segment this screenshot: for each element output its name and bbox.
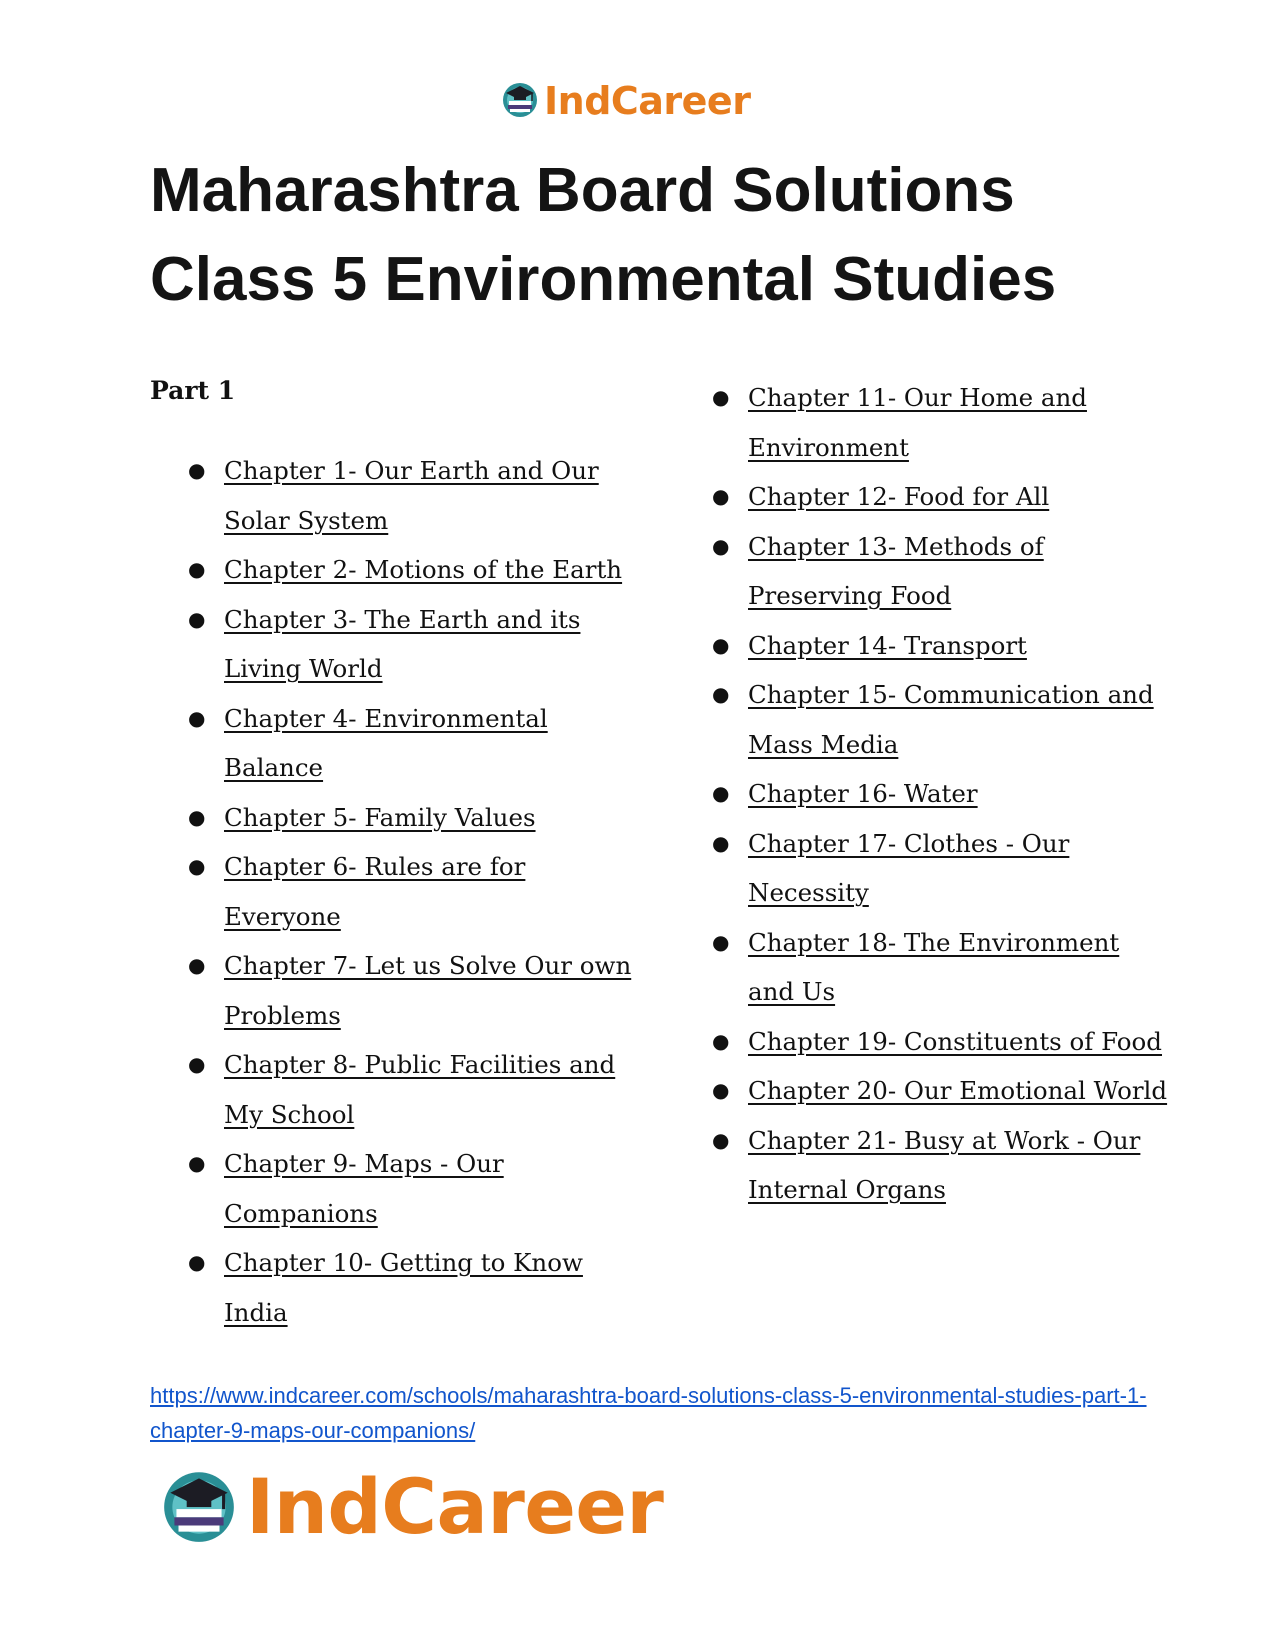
indcareer-logo-bottom: [158, 1462, 663, 1552]
chapter-link[interactable]: Chapter 2- Motions of the Earth: [224, 555, 623, 584]
chapter-link[interactable]: Chapter 21- Busy at Work - Our Internal Organs: [748, 1125, 1141, 1204]
chapter-link[interactable]: Chapter 13- Methods of Preserving Food: [748, 531, 1044, 610]
bullet-icon: ●: [712, 1078, 730, 1102]
bullet-icon: ●: [712, 484, 730, 508]
list-item: [188, 1139, 644, 1238]
bullet-icon: ●: [188, 458, 206, 482]
list-item: [712, 1116, 1168, 1215]
list-item: [188, 941, 644, 1040]
chapter-link[interactable]: Chapter 8- Public Facilities and My School: [224, 1050, 616, 1129]
part-label: Part 1: [150, 376, 236, 405]
bullet-icon: ●: [188, 804, 206, 829]
bullet-icon: ●: [188, 1052, 206, 1076]
indcareer-wordmark: IndCareer: [246, 1462, 664, 1551]
graduation-cap-books-icon: [500, 79, 540, 123]
chapter-link[interactable]: Chapter 18- The Environment and Us: [748, 927, 1120, 1006]
chapter-list-right: [712, 373, 1168, 1215]
bullet-icon: ●: [188, 606, 206, 631]
bullet-icon: ●: [712, 1028, 730, 1053]
chapter-link[interactable]: Chapter 11- Our Home and Environment: [748, 383, 1087, 462]
chapter-link[interactable]: Chapter 5- Family Values: [224, 802, 536, 832]
chapter-link[interactable]: Chapter 12- Food for All: [748, 482, 1050, 511]
list-item: [188, 793, 644, 843]
bullet-icon: ●: [188, 705, 206, 730]
indcareer-logo-top: [500, 78, 750, 124]
list-item: [712, 522, 1168, 621]
graduation-cap-books-icon: [158, 1464, 240, 1550]
bullet-icon: ●: [712, 929, 730, 954]
list-item: [712, 1017, 1168, 1067]
bullet-icon: ●: [712, 1127, 730, 1152]
bullet-icon: ●: [712, 830, 730, 855]
bullet-icon: ●: [188, 953, 206, 977]
chapter-link[interactable]: Chapter 14- Transport: [748, 630, 1027, 660]
list-item: [188, 842, 644, 941]
bullet-icon: ●: [188, 1151, 206, 1175]
list-item: [188, 545, 644, 595]
chapter-link[interactable]: Chapter 7- Let us Solve Our own Problems: [224, 951, 632, 1030]
chapter-link[interactable]: Chapter 15- Communication and Mass Media: [748, 680, 1154, 759]
bullet-icon: ●: [712, 682, 730, 706]
page-title: [150, 146, 1150, 324]
chapter-link[interactable]: Chapter 6- Rules are for Everyone: [224, 852, 526, 931]
bullet-icon: ●: [188, 1250, 206, 1274]
list-item: [188, 446, 644, 545]
bullet-icon: ●: [712, 385, 730, 409]
list-item: [712, 670, 1168, 769]
indcareer-wordmark: IndCareer: [544, 79, 751, 123]
chapter-link[interactable]: Chapter 1- Our Earth and Our Solar System: [224, 456, 599, 535]
bullet-icon: ●: [188, 854, 206, 878]
list-item: [188, 595, 644, 694]
chapter-link[interactable]: Chapter 10- Getting to Know India: [224, 1248, 583, 1327]
list-item: [712, 819, 1168, 918]
chapter-link[interactable]: Chapter 16- Water: [748, 779, 978, 808]
chapter-list-left: [188, 446, 644, 1337]
list-item: [712, 472, 1168, 522]
bullet-icon: ●: [712, 632, 730, 657]
page-title-line-2: Class 5 Environmental Studies: [150, 245, 1057, 314]
chapter-link[interactable]: Chapter 19- Constituents of Food: [748, 1026, 1162, 1056]
chapter-link[interactable]: Chapter 17- Clothes - Our Necessity: [748, 828, 1070, 907]
chapter-link[interactable]: Chapter 20- Our Emotional World: [748, 1076, 1168, 1105]
chapter-link[interactable]: Chapter 9- Maps - Our Companions: [224, 1149, 504, 1228]
bullet-icon: ●: [712, 781, 730, 805]
list-item: [712, 769, 1168, 819]
list-item: [712, 621, 1168, 671]
page-title-line-1: Maharashtra Board Solutions: [150, 156, 1015, 225]
chapter-link[interactable]: Chapter 3- The Earth and its Living World: [224, 604, 581, 683]
source-url-link[interactable]: https://www.indcareer.com/schools/maharashtra-board-solutions-class-5-environmental-studies-part-1-chapter-9-maps-our-companions/: [150, 1383, 1147, 1443]
list-item: [712, 918, 1168, 1017]
list-item: [712, 373, 1168, 472]
chapter-link[interactable]: Chapter 4- Environmental Balance: [224, 703, 548, 782]
list-item: [712, 1066, 1168, 1116]
list-item: [188, 1040, 644, 1139]
list-item: [188, 694, 644, 793]
bullet-icon: ●: [188, 557, 206, 581]
bullet-icon: ●: [712, 533, 730, 558]
list-item: [188, 1238, 644, 1337]
